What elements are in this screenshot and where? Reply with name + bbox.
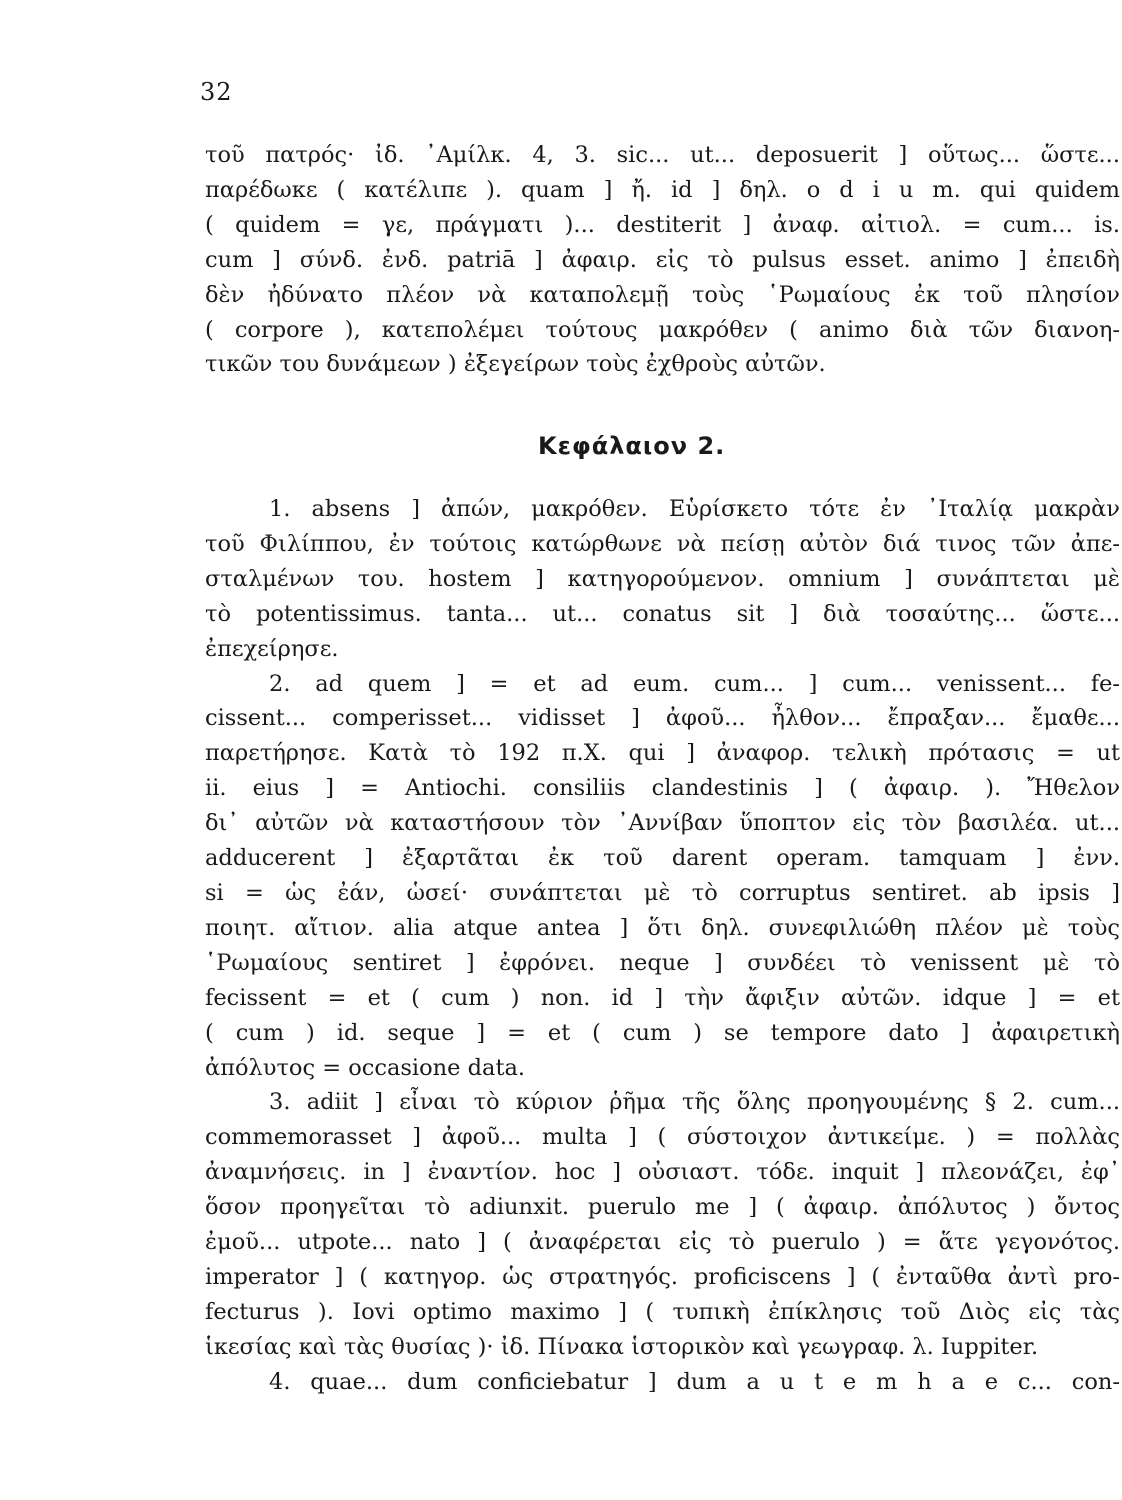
text-line: ἐπεχείρησε. (205, 635, 339, 662)
section-4 (205, 1365, 1120, 1400)
text-line: ποιητ. αἴτιον. alia atque antea ] ὅτι δηλ. συνεφιλιώθη πλέον μὲ τοὺς (205, 914, 1120, 941)
text-line: adducerent ] ἐξαρτᾶται ἐκ τοῦ darent operam. tamquam ] ἐνν. (205, 845, 1120, 872)
text-line: 2. ad quem ] = et ad eum. cum... ] cum... venissent... fe- (269, 670, 1120, 697)
text-line: δι᾿ αὐτῶν νὰ καταστήσουν τὸν ᾿Αννίβαν ὕποπτον εἰς τὸν βασιλέα. ut... (205, 810, 1120, 837)
text-line: τικῶν του δυνάμεων ) ἐξεγείρων τοὺς ἐχθροὺς αὐτῶν. (205, 351, 826, 378)
text-line: imperator ] ( κατηγορ. ὡς στρατηγός. proficiscens ] ( ἐνταῦθα ἀντὶ pro- (205, 1263, 1120, 1290)
text-line: σταλμένων του. hostem ] κατηγορούμενον. omnium ] συνάπτεται μὲ (205, 565, 1120, 592)
intro-paragraph (205, 138, 1120, 382)
text-line: fecturus ). Iovi optimo maximo ] ( τυπικὴ ἐπίκλησις τοῦ Διὸς εἰς τὰς (205, 1298, 1120, 1325)
text-line: fecissent = et ( cum ) non. id ] τὴν ἄφιξιν αὐτῶν. idque ] = et (205, 984, 1120, 1011)
section-2 (205, 667, 1120, 1086)
text-line: δὲν ἠδύνατο πλέον νὰ καταπολεμῇ τοὺς ῾Ρωμαίους ἐκ τοῦ πλησίον (205, 281, 1120, 308)
commentary-body (205, 492, 1120, 1400)
text-line: cum ] σύνδ. ἐνδ. patriā ] ἀφαιρ. εἰς τὸ pulsus esset. animo ] ἐπειδὴ (205, 246, 1120, 273)
text-line: τὸ potentissimus. tanta... ut... conatus sit ] διὰ τοσαύτης... ὥστε... (205, 600, 1120, 627)
text-line: ἀπόλυτος = occasione data. (205, 1054, 526, 1081)
text-line: ἀναμνήσεις. in ] ἐναντίον. hoc ] οὐσιαστ. τόδε. inquit ] πλεονάζει, ἐφ᾿ (205, 1159, 1120, 1186)
text-line: παρέδωκε ( κατέλιπε ). quam ] ἤ. id ] δηλ. o d i u m. qui quidem (205, 176, 1120, 203)
text-line: τοῦ Φιλίππου, ἐν τούτοις κατώρθωνε νὰ πείσῃ αὐτὸν διά τινος τῶν ἀπε- (205, 530, 1120, 557)
text-line: 3. adiit ] εἶναι τὸ κύριον ῥῆμα τῆς ὅλης προηγουμένης § 2. cum... (269, 1089, 1120, 1116)
page-number: 32 (200, 78, 233, 106)
section-3 (205, 1085, 1120, 1364)
text-line: ii. eius ] = Antiochi. consiliis clandestinis ] ( ἀφαιρ. ). Ἤθελον (205, 775, 1120, 802)
text-line: ὅσον προηγεῖται τὸ adiunxit. puerulo me ] ( ἀφαιρ. ἀπόλυτος ) ὄντος (205, 1194, 1120, 1221)
text-line: commemorasset ] ἀφοῦ... multa ] ( σύστοιχον ἀντικείμε. ) = πολλὰς (205, 1124, 1120, 1151)
text-line: ἐμοῦ... utpote... nato ] ( ἀναφέρεται εἰς τὸ puerulo ) = ἅτε γεγονότος. (205, 1229, 1120, 1256)
text-line: παρετήρησε. Κατὰ τὸ 192 π.Χ. qui ] ἀναφορ. τελικὴ πρότασις = ut (205, 740, 1120, 767)
text-line: 4. quae... dum conficiebatur ] dum a u t e m h a e c... con- (269, 1368, 1120, 1395)
text-line: 1. absens ] ἀπών, μακρόθεν. Εὑρίσκετο τότε ἐν ᾿Ιταλίᾳ μακρὰν (269, 496, 1120, 522)
text-line: si = ὡς ἐάν, ὡσεί· συνάπτεται μὲ τὸ corruptus sentiret. ab ipsis ] (205, 879, 1120, 906)
text-line: ( corpore ), κατεπολέμει τούτους μακρόθεν ( animo διὰ τῶν διανοη- (205, 316, 1120, 343)
text-line: τοῦ πατρός· ἰδ. ᾿Αμίλκ. 4, 3. sic... ut... deposuerit ] οὕτως... ὥστε... (205, 142, 1120, 168)
text-line: ( quidem = γε, πράγματι )... destiterit ] ἀναφ. αἰτιολ. = cum... is. (205, 211, 1120, 238)
text-line: ἱκεσίας καὶ τὰς θυσίας )· ἰδ. Πίνακα ἱστορικὸν καὶ γεωγραφ. λ. Iuppiter. (205, 1333, 1039, 1360)
text-line: ( cum ) id. seque ] = et ( cum ) se tempore dato ] ἀφαιρετικὴ (205, 1019, 1120, 1046)
text-line: ῾Ρωμαίους sentiret ] ἐφρόνει. neque ] συνδέει τὸ venissent μὲ τὸ (205, 949, 1120, 976)
text-line: cissent... comperisset... vidisset ] ἀφοῦ... ἦλθον... ἔπραξαν... ἔμαθε... (205, 705, 1120, 732)
section-1 (205, 492, 1120, 667)
chapter-heading: Κεφάλαιον 2. (538, 432, 726, 460)
